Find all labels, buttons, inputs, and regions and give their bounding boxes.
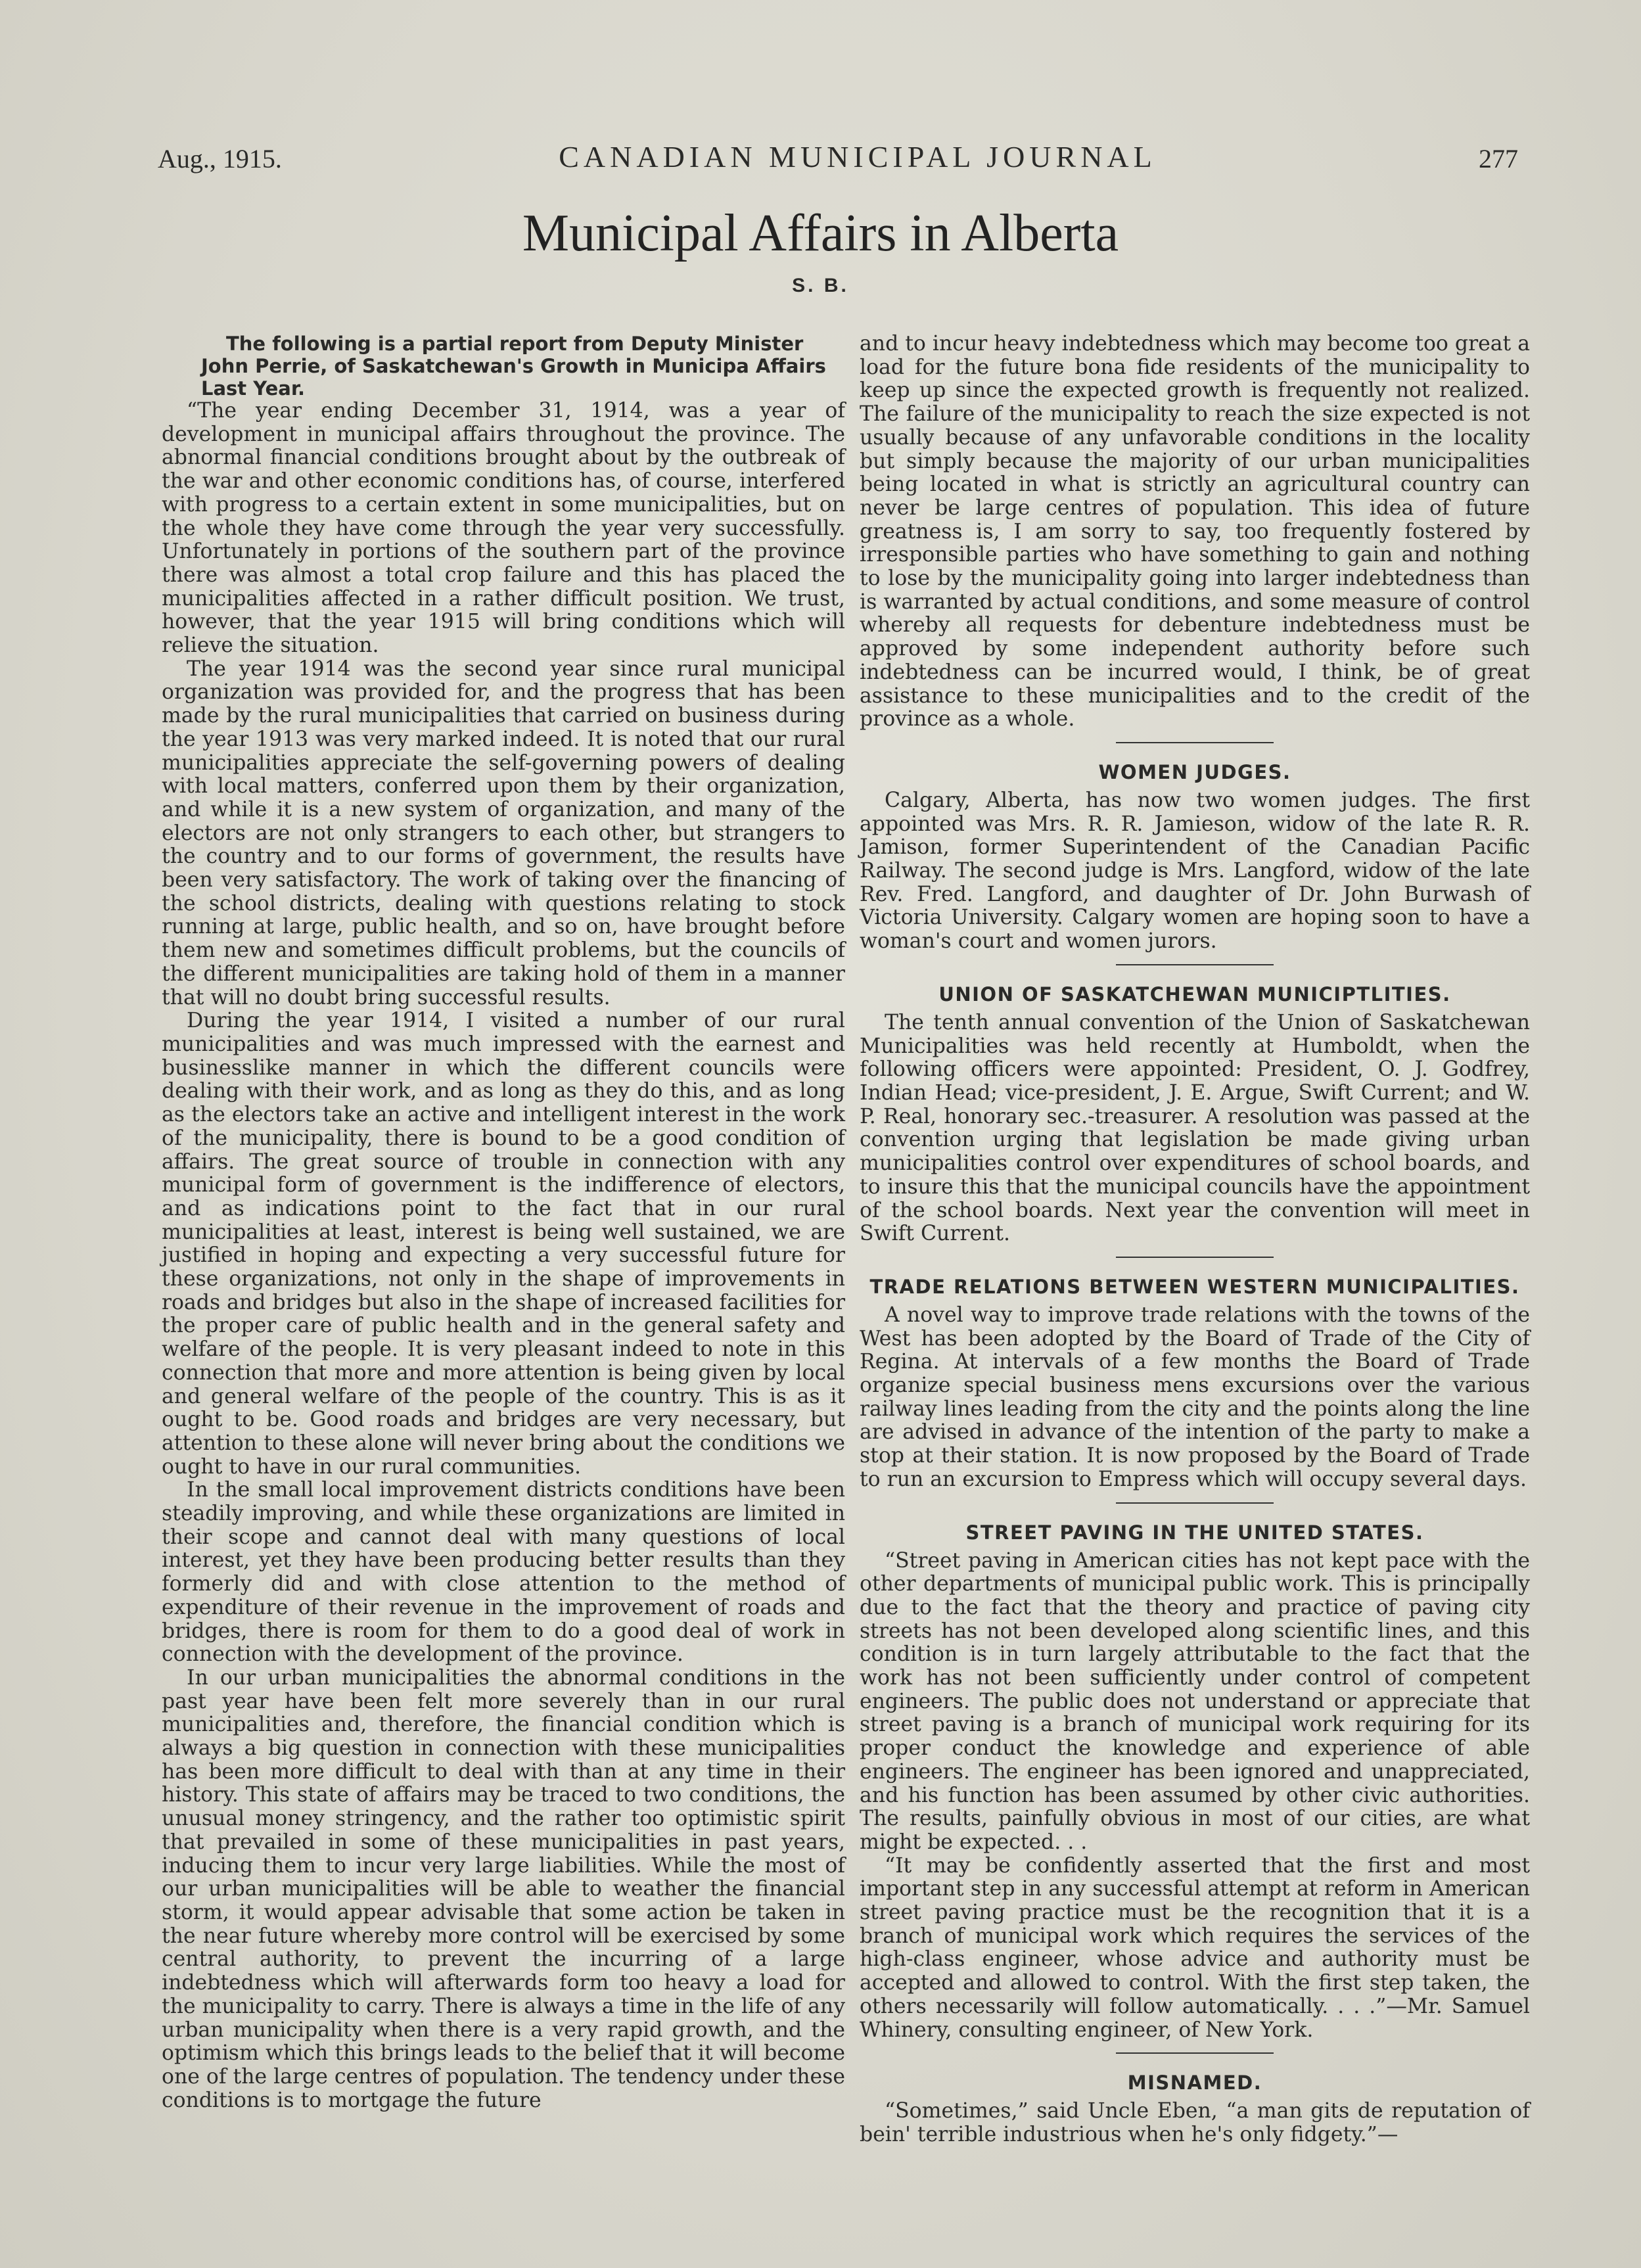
- body-paragraph: In the small local improvement districts conditions have been steadily improving, and while these organizations are limited in their scope and cannot deal with many questions of local interest, yet they have been producing better results than they formerly did and with close attention to the method of expenditure of their revenue in the improvement of roads and bridges, there is room for them to do a good deal of work in connection with the development of the province.: [162, 1478, 845, 1667]
- article-title: Municipal Affairs in Alberta: [522, 204, 1119, 262]
- section-divider: [1116, 742, 1274, 743]
- section-heading-union: UNION OF SASKATCHEWAN MUNICIPTLITIES.: [938, 983, 1451, 1006]
- paving-text: “Street paving in American cities has not kept pace with the other departments of municipal public work. This is principally due to the fact that the theory and practice of paving city streets has not been developed along scientific lines, and this condition is in turn largely attributable to the fact that the work has not been sufficiently under control of competent engineers. The public does not understand or appreciate that street paving is a branch of municipal work requiring for its proper conduct the knowledge and experience of able engineers. The engineer has been ignored and unappreciated, and his function has been assumed by other civic authorities. The results, painfully obvious in most of our cities, are what might be expected. . .: [860, 1548, 1530, 1854]
- running-head: [158, 139, 1518, 179]
- section-heading-paving: STREET PAVING IN THE UNITED STATES.: [965, 1521, 1424, 1544]
- body-paragraph: The year 1914 was the second year since rural municipal organization was provided for, and the progress that has been made by the rural municipalities that carried on business during the year 1913 was very marked indeed. It is noted that our rural municipalities appreciate the self-governing powers of dealing with local matters, conferred upon them by their organization, and while it is a new system of organization, and many of the electors are not only strangers to each other, but strangers to the country and to our forms of government, the results have been very satisfactory. The work of taking over the financing of the school districts, dealing with questions relating to stock running at large, public health, and so on, have brought before them new and sometimes difficult problems, but the councils of the different municipalities are taking hold of them in a manner that will no doubt bring successful results.: [162, 657, 845, 1009]
- trade-text: A novel way to improve trade relations with the towns of the West has been adopted by the Board of Trade of the City of Regina. At intervals of a few months the Board of Trade organize special business mens excursions over the various railway lines leading from the city and the points along the line are advised in advance of the intention of the party to make a stop at their station. It is now proposed by the Board of Trade to run an excursion to Empress which will occupy several days.: [860, 1303, 1530, 1491]
- body-continuation: and to incur heavy indebtedness which may become too great a load for the future bona fide residents of the municipality to keep up since the expected growth is frequently not realized. The failure of the municipality to reach the size expected is not usually because of any unfavorable conditions in the locality but simply because the majority of our urban municipalities being located in what is strictly an agricultural country can never be large centres of population. This idea of future greatness is, I am sorry to say, too frequently fostered by irresponsible parties who have something to gain and nothing to lose by the municipality going into larger indebtedness than is warranted by actual conditions, and some measure of control whereby all requests for debenture indebtedness must be approved by some independent authority before such indebtedness can be incurred would, I think, be of great assistance to these municipalities and to the credit of the province as a whole.: [860, 332, 1530, 731]
- misnamed-text: “Sometimes,” said Uncle Eben, “a man gits de reputation of bein' terrible industrious when he's only fidgety.”—: [860, 2099, 1530, 2146]
- left-column: [162, 333, 845, 2112]
- right-column: [860, 333, 1530, 2147]
- body-paragraph: During the year 1914, I visited a number of our rural municipalities and was much impressed with the earnest and businesslike manner in which the different councils were dealing with their work, and as long as they do this, and as long as the electors take an active and intelligent interest in the work of the municipality, there is bound to be a good condition of affairs. The great source of trouble in connection with any municipal form of government is the indifference of electors, and as indications point to the fact that in our rural municipalities at least, interest is being well sustained, we are justified in hoping and expecting a very successful future for these organizations, not only in the shape of improvements in roads and bridges but also in the shape of increased facilities for the proper care of public health and in the general safety and welfare of the people. It is very pleasant indeed to note in this connection that more and more attention is being given by local and general welfare of the people of the country. This is as it ought to be. Good roads and bridges are very necessary, but attention to these alone will never bring about the conditions we ought to have in our rural communities.: [162, 1009, 845, 1479]
- body-paragraph: In our urban municipalities the abnormal conditions in the past year have been felt more severely than in our rural municipalities and, therefore, the financial condition which is always a big question in connection with these municipalities has been more difficult to deal with than at any time in their history. This state of affairs may be traced to two conditions, the unusual money stringency, and the rather too optimistic spirit that prevailed in some of these municipalities in past years, inducing them to incur very large liabilities. While the most of our urban municipalities will be able to weather the financial storm, it would appear advisable that some action be taken in the near future whereby more control will be exercised by some central authority, to prevent the incurring of a large indebtedness which will afterwards form too heavy a load for the municipality to carry. There is always a time in the life of any urban municipality when there is a very rapid growth, and the optimism which this brings leads to the belief that it will become one of the large centres of population. The tendency under these conditions is to mortgage the future: [162, 1665, 845, 2112]
- section-heading-misnamed: MISNAMED.: [1127, 2071, 1262, 2094]
- paving-text: “It may be confidently asserted that the first and most important step in any successful attempt at reform in American street paving practice must be the recognition that it is a branch of municipal work which requires the services of the high-class engineer, whose advice and authority must be accepted and allowed to control. With the first step taken, the others necessarily will follow automatically. . . .”—Mr. Samuel Whinery, consulting engineer, of New York.: [860, 1853, 1530, 2042]
- section-heading-women-judges: WOMEN JUDGES.: [1098, 760, 1291, 783]
- section-heading-trade: TRADE RELATIONS BETWEEN WESTERN MUNICIPALITIES.: [869, 1275, 1520, 1298]
- article-byline: S. B.: [792, 275, 849, 296]
- article-lead: The following is a partial report from Deputy Minister John Perrie, of Saskatchewan's Growth in Municipa Affairs Last Year.: [201, 333, 826, 400]
- section-divider: [1116, 2052, 1274, 2054]
- journal-name: CANADIAN MUNICIPAL JOURNAL: [559, 140, 1157, 174]
- women-judges-text: Calgary, Alberta, has now two women judges. The first appointed was Mrs. R. R. Jamieson, widow of the late R. R. Jamison, former Superintendent of the Canadian Pacific Railway. The second judge is Mrs. Langford, widow of the late Rev. Fred. Langford, and daughter of Dr. John Burwash of Victoria University. Calgary women are hoping soon to have a woman's court and women jurors.: [860, 788, 1530, 954]
- issue-date: Aug., 1915.: [158, 144, 282, 174]
- section-divider: [1116, 1502, 1274, 1504]
- union-text: The tenth annual convention of the Union of Saskatchewan Municipalities was held recently at Humboldt, when the following officers were appointed: President, O. J. Godfrey, Indian Head; vice-president, J. E. Argue, Swift Current; and W. P. Real, honorary sec.-treasurer. A resolution was passed at the convention urging that legislation be made giving urban municipalities control over expenditures of school boards, and to insure this that the municipal councils have the appointment of the school boards. Next year the convention will meet in Swift Current.: [860, 1010, 1530, 1246]
- body-paragraph: “The year ending December 31, 1914, was a year of development in municipal affairs throughout the province. The abnormal financial conditions brought about by the outbreak of the war and other economic conditions has, of course, interfered with progress to a certain extent in some municipalities, but on the whole they have come through the year very successfully. Unfortunately in portions of the southern part of the province there was almost a total crop failure and this has placed the municipalities affected in a rather difficult position. We trust, however, that the year 1915 will bring conditions which will relieve the situation.: [162, 399, 845, 658]
- section-divider: [1116, 964, 1274, 965]
- section-divider: [1116, 1257, 1274, 1258]
- page-number: 277: [1479, 144, 1518, 174]
